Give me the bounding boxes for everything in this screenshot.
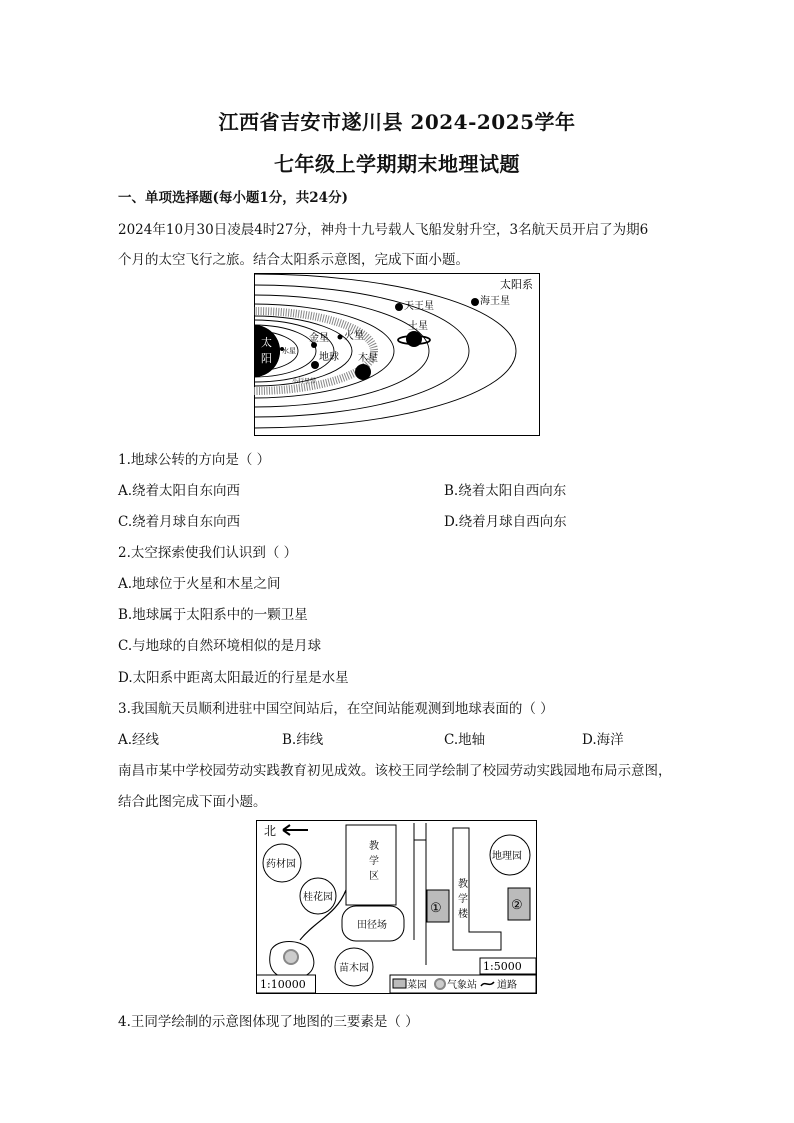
svg-text:①: ① bbox=[430, 901, 442, 916]
q3-stem: 3.我国航天员顺利进驻中国空间站后，在空间站能观测到地球表面的（ ） bbox=[118, 701, 554, 717]
intro2-line1: 南昌市某中学校园劳动实践教育初见成效。该校王同学绘制了校园劳动实践园地布局示意图， bbox=[118, 763, 672, 779]
q2-option-d: D.太阳系中距离太阳最近的行星是水星 bbox=[118, 670, 349, 686]
q2-option-a: A.地球位于火星和木星之间 bbox=[118, 576, 281, 592]
svg-text:田径场: 田径场 bbox=[357, 920, 387, 931]
sun-label-1: 太 bbox=[261, 336, 272, 349]
mars-icon bbox=[338, 335, 343, 340]
legend-weather-icon bbox=[435, 979, 445, 989]
saturn-label: 土星 bbox=[408, 321, 428, 332]
earth-icon bbox=[311, 361, 319, 369]
q2-option-c: C.与地球的自然环境相似的是月球 bbox=[118, 638, 322, 654]
q2-stem: 2.太空探索使我们认识到（ ） bbox=[118, 545, 298, 561]
scale-left: 1:10000 bbox=[260, 978, 306, 991]
sun-label-2: 阳 bbox=[261, 352, 272, 365]
svg-text:楼: 楼 bbox=[458, 909, 468, 920]
svg-text:教: 教 bbox=[369, 841, 379, 852]
svg-text:桂花园: 桂花园 bbox=[303, 892, 333, 903]
mars-label: 火星 bbox=[344, 331, 364, 342]
q1-option-a: A.绕着太阳自东向西 bbox=[118, 483, 241, 499]
solar-title: 太阳系 bbox=[500, 278, 533, 291]
uranus-icon bbox=[395, 303, 403, 311]
legend-road: 道路 bbox=[497, 980, 517, 991]
campus-layout-figure bbox=[256, 820, 537, 994]
q1-option-b: B.绕着太阳自西向东 bbox=[444, 483, 567, 499]
q2-option-b: B.地球属于太阳系中的一颗卫星 bbox=[118, 607, 308, 623]
legend-weather: 气象站 bbox=[447, 980, 477, 991]
q1-option-c: C.绕着月球自东向西 bbox=[118, 514, 241, 530]
legend-vegetable-icon bbox=[393, 979, 406, 988]
asteroid-label: 小行星带 bbox=[292, 378, 317, 385]
svg-text:学: 学 bbox=[369, 856, 379, 867]
q3-option-c: C.地轴 bbox=[444, 732, 486, 748]
svg-text:教: 教 bbox=[458, 879, 468, 890]
legend-vegetable: 菜园 bbox=[407, 980, 427, 991]
svg-text:②: ② bbox=[511, 898, 523, 913]
q3-option-b: B.纬线 bbox=[282, 732, 324, 748]
north-label: 北 bbox=[264, 824, 277, 838]
svg-text:地理园: 地理园 bbox=[492, 851, 522, 862]
q4-stem: 4.王同学绘制的示意图体现了地图的三要素是（ ） bbox=[118, 1014, 419, 1030]
jupiter-label: 木星 bbox=[358, 353, 378, 364]
scale-right: 1:5000 bbox=[483, 960, 522, 973]
solar-system-figure bbox=[254, 273, 540, 436]
title-line-1: 江西省吉安市遂川县 2024-2025学年 bbox=[218, 110, 576, 134]
svg-text:药材园: 药材园 bbox=[266, 859, 296, 870]
svg-text:学: 学 bbox=[458, 894, 468, 905]
mercury-label: 水星 bbox=[282, 347, 296, 355]
intro1-line1: 2024年10月30日凌晨4时27分，神舟十九号载人飞船发射升空，3名航天员开启了为期6 bbox=[118, 222, 649, 238]
intro1-line2: 个月的太空飞行之旅。结合太阳系示意图，完成下面小题。 bbox=[118, 252, 469, 268]
neptune-icon bbox=[471, 298, 479, 306]
weather-station-icon bbox=[284, 950, 298, 964]
intro2-line2: 结合此图完成下面小题。 bbox=[118, 794, 267, 810]
svg-text:苗木园: 苗木园 bbox=[339, 963, 369, 974]
earth-label: 地球 bbox=[319, 352, 339, 363]
title-line-2: 七年级上学期期末地理试题 bbox=[274, 152, 520, 176]
uranus-label: 天王星 bbox=[404, 301, 434, 312]
q3-option-d: D.海洋 bbox=[582, 732, 624, 748]
venus-label: 金星 bbox=[309, 333, 329, 344]
neptune-label: 海王星 bbox=[480, 296, 510, 307]
svg-text:区: 区 bbox=[369, 871, 379, 882]
q1-option-d: D.绕着月球自西向东 bbox=[444, 514, 567, 530]
q3-option-a: A.经线 bbox=[118, 732, 160, 748]
section-heading: 一、单项选择题(每小题1分，共24分) bbox=[118, 190, 348, 206]
jupiter-icon bbox=[355, 364, 371, 380]
q1-stem: 1.地球公转的方向是（ ） bbox=[118, 452, 271, 468]
